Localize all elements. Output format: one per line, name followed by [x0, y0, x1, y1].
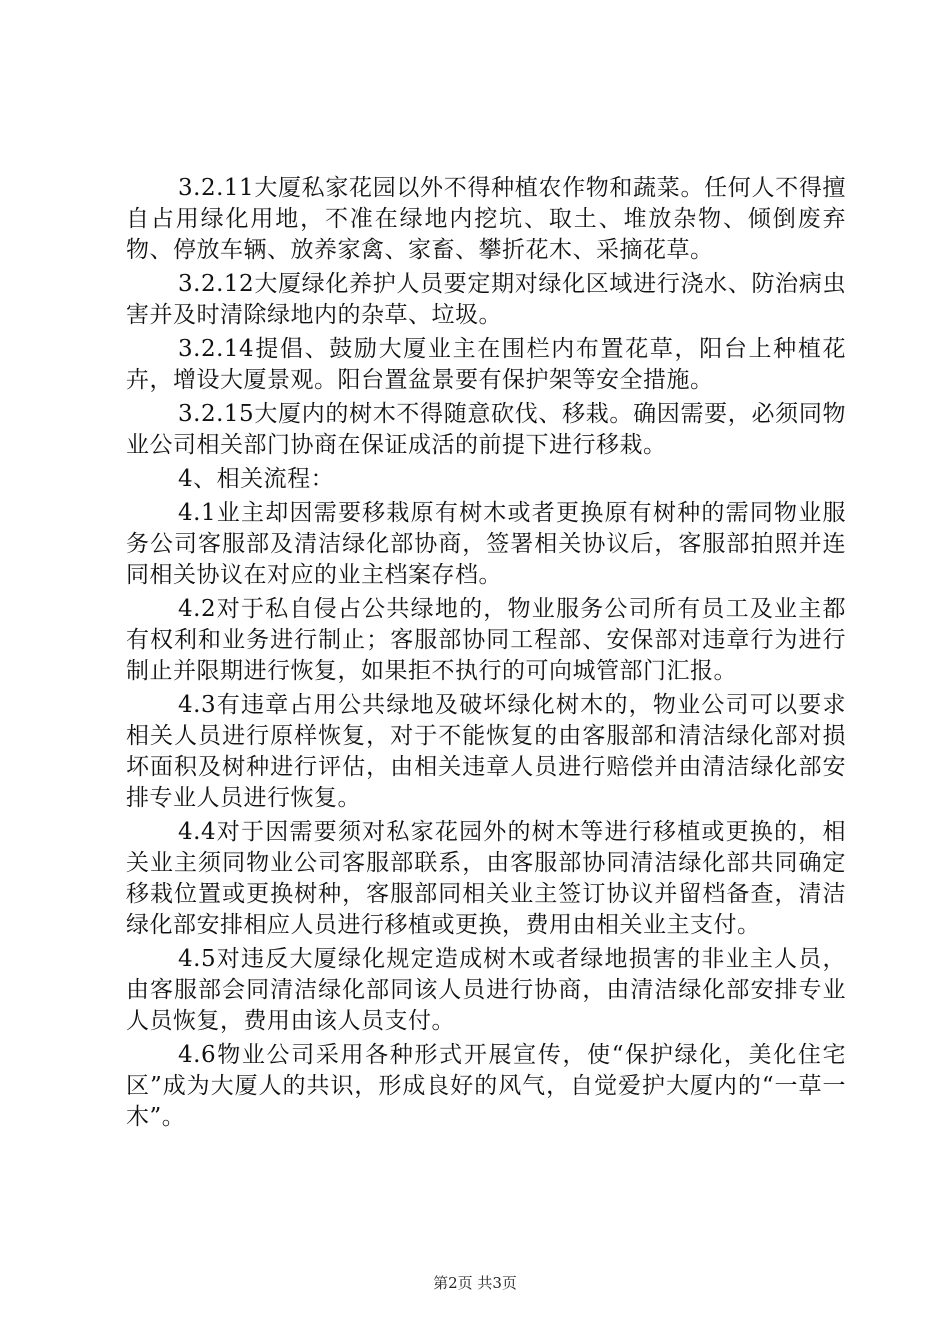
paragraph-4-2: 4.2对于私自侵占公共绿地的，物业服务公司所有员工及业主都有权利和业务进行制止；客服部协同工程部、安保部对违章行为进行制止并限期进行恢复，如果拒不执行的可向城管部门汇报。: [126, 596, 846, 684]
paragraph-3-2-11: 3.2.11大厦私家花园以外不得种植农作物和蔬菜。任何人不得擅自占用绿化用地，不准在绿地内挖坑、取土、堆放杂物、倾倒废弃物、停放车辆、放养家禽、家畜、攀折花木、采摘花草。: [126, 175, 846, 263]
paragraph-3-2-14: 3.2.14提倡、鼓励大厦业主在围栏内布置花草，阳台上种植花卉，增设大厦景观。阳台置盆景要有保护架等安全措施。: [126, 336, 846, 393]
paragraph-4-4: 4.4对于因需要须对私家花园外的树木等进行移植或更换的，相关业主须同物业公司客服部联系，由客服部协同清洁绿化部共同确定移栽位置或更换树种，客服部同相关业主签订协议并留档备查，清洁绿化部安排相应人员进行移植或更换，费用由相关业主支付。: [126, 819, 846, 938]
paragraph-4-6: 4.6物业公司采用各种形式开展宣传，使“保护绿化，美化住宅区”成为大厦人的共识，形成良好的风气，自觉爱护大厦内的“一草一木”。: [126, 1042, 846, 1130]
section-heading-related-procedures: 4、相关流程：: [178, 466, 335, 492]
document-body: [126, 173, 846, 1136]
paragraph-4-3: 4.3有违章占用公共绿地及破坏绿化树木的，物业公司可以要求相关人员进行原样恢复，对于不能恢复的由客服部和清洁绿化部对损坏面积及树种进行评估，由相关违章人员进行赔偿并由清洁绿化部安排专业人员进行恢复。: [126, 692, 846, 811]
page-footer: 第2页 共3页: [433, 1274, 517, 1292]
paragraph-3-2-12: 3.2.12大厦绿化养护人员要定期对绿化区域进行浇水、防治病虫害并及时清除绿地内的杂草、垃圾。: [126, 271, 846, 328]
paragraph-4-1: 4.1业主却因需要移栽原有树木或者更换原有树种的需同物业服务公司客服部及清洁绿化部协商，签署相关协议后，客服部拍照并连同相关协议在对应的业主档案存档。: [126, 500, 846, 588]
paragraph-4-5: 4.5对违反大厦绿化规定造成树木或者绿地损害的非业主人员，由客服部会同清洁绿化部同该人员进行协商，由清洁绿化部安排专业人员恢复，费用由该人员支付。: [126, 946, 846, 1034]
paragraph-3-2-15: 3.2.15大厦内的树木不得随意砍伐、移栽。确因需要，必须同物业公司相关部门协商在保证成活的前提下进行移栽。: [126, 401, 846, 458]
